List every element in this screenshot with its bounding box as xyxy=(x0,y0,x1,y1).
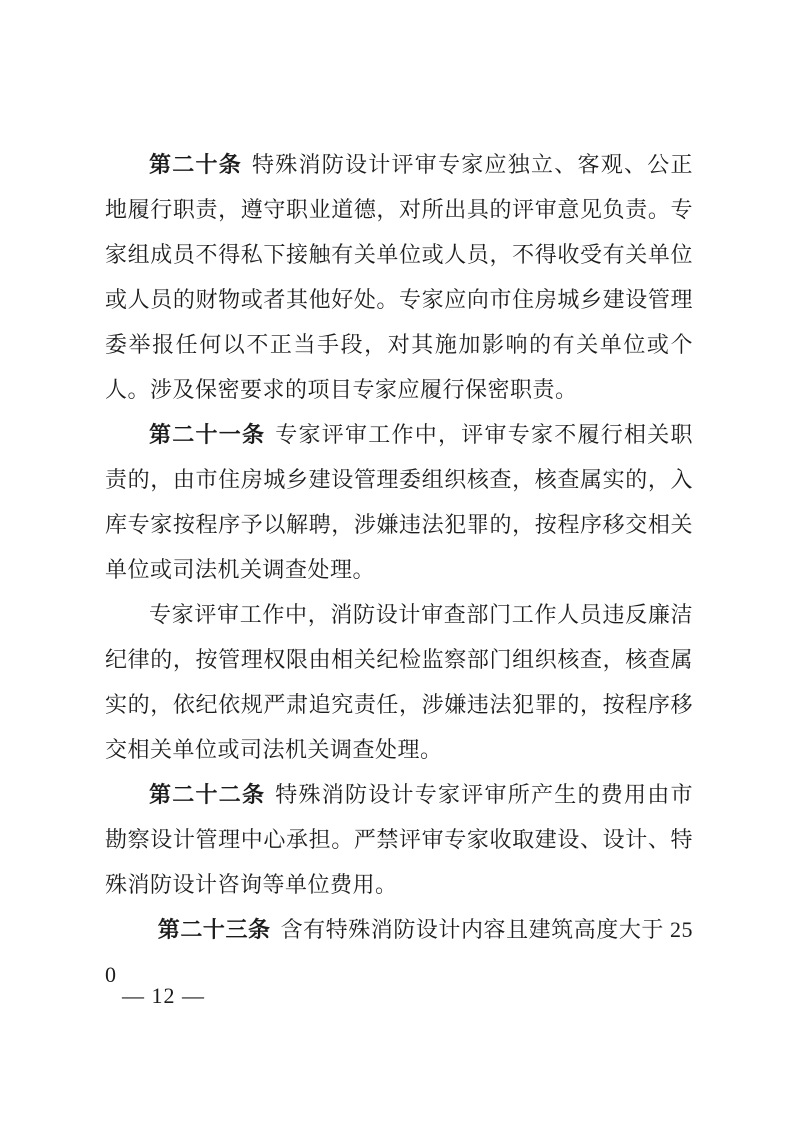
paragraph-article-22 xyxy=(105,772,693,907)
article-23-heading: 第二十三条 xyxy=(157,917,271,942)
paragraph-article-21-continued xyxy=(105,592,693,772)
paragraph-article-20 xyxy=(105,142,693,412)
article-20-heading: 第二十条 xyxy=(149,152,242,177)
article-22-text: 特殊消防设计专家评审所产生的费用由市勘察设计管理中心承担。严禁评审专家收取建设、设计、特殊消防设计咨询等单位费用。 xyxy=(105,782,693,897)
article-21b-text: 专家评审工作中，消防设计审查部门工作人员违反廉洁纪律的，按管理权限由相关纪检监察部门组织核查，核查属实的，依纪依规严肃追究责任，涉嫌违法犯罪的，按程序移交相关单位或司法机关调查处理。 xyxy=(105,602,693,762)
article-23-text: 含有特殊消防设计内容且建筑高度大于 250 xyxy=(105,917,693,987)
article-21-heading: 第二十一条 xyxy=(149,422,266,447)
paragraph-article-21 xyxy=(105,412,693,592)
article-22-heading: 第二十二条 xyxy=(149,782,266,807)
article-21-text: 专家评审工作中，评审专家不履行相关职责的，由市住房城乡建设管理委组织核查，核查属实的，入库专家按程序予以解聘，涉嫌违法犯罪的，按程序移交相关单位或司法机关调查处理。 xyxy=(105,422,693,582)
page-number: — 12 — xyxy=(122,983,205,1008)
article-20-text: 特殊消防设计评审专家应独立、客观、公正地履行职责，遵守职业道德，对所出具的评审意见负责。专家组成员不得私下接触有关单位或人员，不得收受有关单位或人员的财物或者其他好处。专家应向市住房城乡建设管理委举报任何以不正当手段，对其施加影响的有关单位或个人。涉及保密要求的项目专家应履行保密职责。 xyxy=(105,152,693,402)
document-body xyxy=(105,142,693,997)
